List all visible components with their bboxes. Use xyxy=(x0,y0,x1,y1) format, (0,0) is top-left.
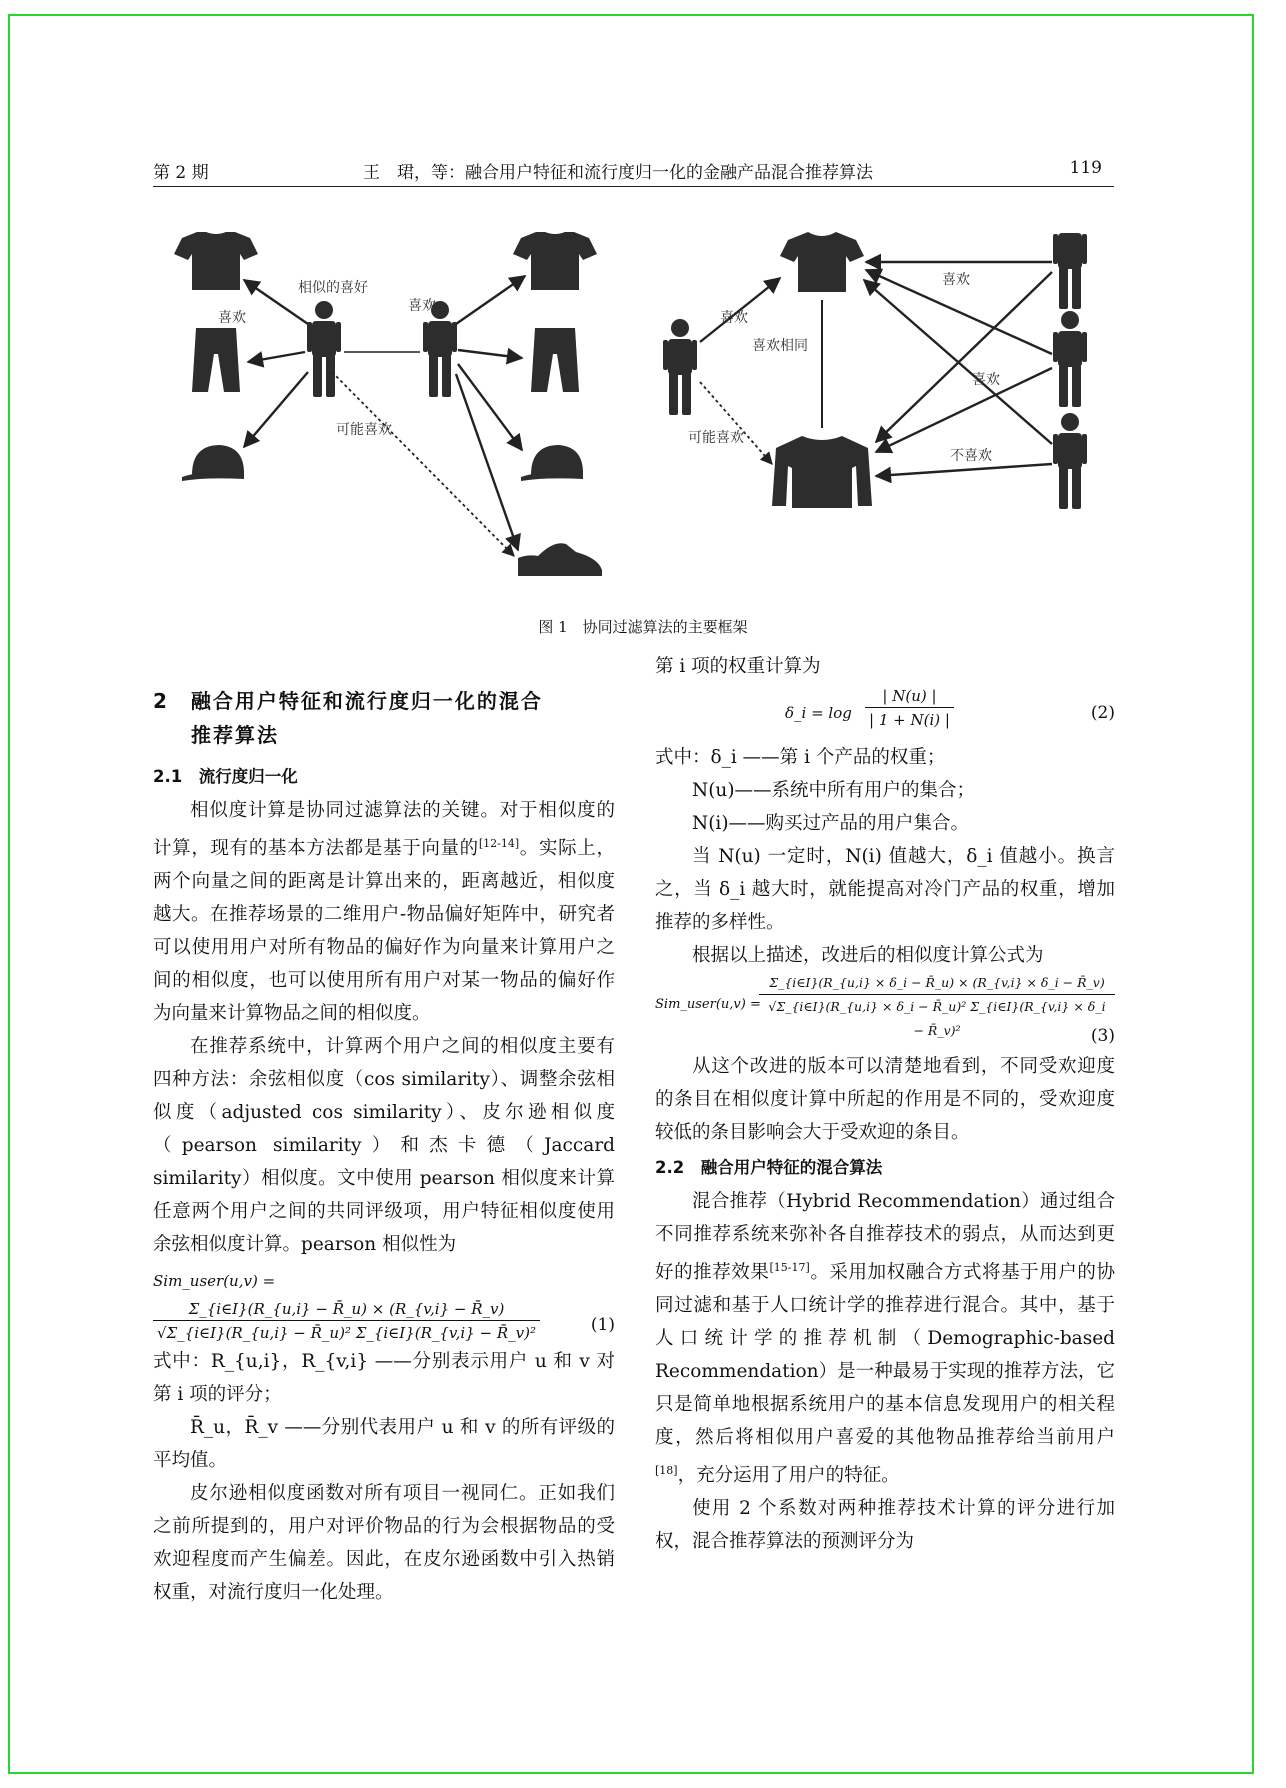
sweater-icon xyxy=(772,436,872,508)
shoe-icon xyxy=(518,543,602,576)
fig-label: 相似的喜好 xyxy=(298,280,368,296)
cap-icon xyxy=(182,445,244,481)
equation-lhs: Sim_user(u,v) = xyxy=(153,1272,276,1291)
definition: 式中：R_{u,i}，R_{v,i} ——分别表示用户 u 和 v 对第 i 项的评分； xyxy=(153,1351,615,1406)
definitions xyxy=(655,741,1115,840)
user-icon xyxy=(1053,232,1087,309)
paragraph: 当 N(u) 一定时，N(i) 值越大，δ_i 值越小。换言之，当 δ_i 越大时，就能提高对冷门产品的权重，增加推荐的多样性。 xyxy=(655,846,1115,933)
equation-3 xyxy=(655,972,1115,1046)
equation-numerator: | N(u) | xyxy=(865,685,954,708)
equation-number: (2) xyxy=(1090,703,1115,723)
equation-fraction xyxy=(759,972,1115,1043)
page-number: 119 xyxy=(1069,158,1102,178)
paragraph: 使用 2 个系数对两种推荐技术计算的评分进行加权，混合推荐算法的预测评分为 xyxy=(655,1498,1115,1553)
cap-icon xyxy=(521,445,583,481)
left-panel xyxy=(174,232,602,576)
citation: [15-17] xyxy=(769,1261,810,1274)
fig-label: 喜欢 xyxy=(218,310,246,326)
fig-label: 喜欢 xyxy=(720,310,748,326)
section-heading-line: 推荐算法 xyxy=(191,723,279,747)
paragraph xyxy=(655,1185,1115,1492)
fig-label: 喜欢 xyxy=(942,272,970,288)
tshirt-icon xyxy=(780,232,864,292)
section-heading-line: 2 融合用户特征和流行度归一化的混合 xyxy=(153,689,543,713)
paragraph xyxy=(153,794,615,1030)
text: 。采用加权融合方式将基于用户的协同过滤和基于人口统计学的推荐进行混合。其中，基于人口统计学的推荐机制（Demographic-based Recommendation）是一种最易于实现的推荐方法，它只是简单地根据系统用户的基本信息发现用户的相关程度，然后将相似用户喜爱的其他物品推荐给当前用户 xyxy=(655,1262,1115,1449)
user-b-icon xyxy=(423,301,457,397)
citation: [12-14] xyxy=(478,837,520,850)
pants-icon xyxy=(192,328,240,392)
target-user-icon xyxy=(663,319,697,415)
definition: N(u)——系统中所有用户的集合； xyxy=(692,780,976,801)
equation-2 xyxy=(655,683,1115,741)
fig-label: 喜欢相同 xyxy=(752,338,808,354)
left-column xyxy=(153,676,615,1609)
equation-numerator: Σ_{i∈I}(R_{u,i} − R̄_u) × (R_{v,i} − R̄_v) xyxy=(153,1298,540,1321)
right-column xyxy=(655,650,1115,1558)
text: ，充分运用了用户的特征。 xyxy=(677,1465,900,1487)
tshirt-icon xyxy=(513,232,597,290)
user-a-icon xyxy=(307,301,341,397)
definitions xyxy=(153,1345,615,1477)
paragraph: 根据以上描述，改进后的相似度计算公式为 xyxy=(692,945,1044,966)
paragraph: 从这个改进的版本可以清楚地看到，不同受欢迎度的条目在相似度计算中所起的作用是不同的，受欢迎度较低的条目影响会大于受欢迎的条目。 xyxy=(655,1056,1115,1143)
paragraph: 在推荐系统中，计算两个用户之间的相似度主要有四种方法：余弦相似度（cos similarity）、调整余弦相似度（adjusted cos similarity）、皮尔逊相似度（pearson similarity）和杰卡德（Jaccard similarity）相似度。文中使用 pearson 相似度来计算任意两个用户之间的共同评级项，用户特征相似度使用余弦相似度计算。pearson 相似性为 xyxy=(153,1036,615,1256)
equation-1 xyxy=(153,1265,615,1343)
paragraph: 皮尔逊相似度函数对所有项目一视同仁。正如我们之前所提到的，用户对评价物品的行为会根据物品的受欢迎程度而产生偏差。因此，在皮尔逊函数中引入热销权重，对流行度归一化处理。 xyxy=(153,1483,615,1604)
fig-label: 可能喜欢 xyxy=(336,422,392,438)
equation-numerator: Σ_{i∈I}(R_{u,i} × δ_i − R̄_u) × (R_{v,i} × δ_i − R̄_v) xyxy=(759,972,1115,995)
citation: [18] xyxy=(655,1464,678,1478)
equation-fraction xyxy=(153,1298,540,1345)
figure-1-collaborative-filtering xyxy=(160,232,1120,602)
equation-number: (1) xyxy=(590,1315,615,1336)
text: 相似度计算是协同过滤算法的关键。对于相似度的计算，现有的基本方法都是基于向量的 xyxy=(153,800,615,860)
equation-denominator: √Σ_{i∈I}(R_{u,i} − R̄_u)² Σ_{i∈I}(R_{v,i} − R̄_v)² xyxy=(157,1324,536,1343)
fig-label: 喜欢 xyxy=(408,298,436,314)
section-heading xyxy=(153,684,615,752)
subsection-heading: 2.1 流行度归一化 xyxy=(153,767,298,786)
equation-number: (3) xyxy=(1090,1026,1115,1046)
user-icon xyxy=(1053,413,1087,509)
running-title: 王 珺，等：融合用户特征和流行度归一化的金融产品混合推荐算法 xyxy=(363,163,873,183)
user-icon xyxy=(1053,311,1087,407)
figure-caption: 图 1 协同过滤算法的主要框架 xyxy=(538,618,748,636)
definition: R̄_u，R̄_v ——分别代表用户 u 和 v 的所有评级的平均值。 xyxy=(153,1417,615,1472)
fig-label: 喜欢 xyxy=(972,372,1000,388)
definition: 式中：δ_i ——第 i 个产品的权重； xyxy=(655,747,946,768)
equation-lhs: Sim_user(u,v) = xyxy=(655,997,761,1012)
paragraph: 第 i 项的权重计算为 xyxy=(655,656,821,677)
running-header xyxy=(153,158,1114,187)
subsection-heading: 2.2 融合用户特征的混合算法 xyxy=(655,1158,883,1177)
equation-denominator: √Σ_{i∈I}(R_{u,i} × δ_i − R̄_u)² Σ_{i∈I}(R_{v,i} × δ_i − R̄_v)² xyxy=(768,999,1106,1038)
pants-icon xyxy=(531,328,579,392)
fig-label: 可能喜欢 xyxy=(688,430,744,446)
equation-fraction xyxy=(865,685,954,732)
equation-denominator: | 1 + N(i) | xyxy=(869,711,950,729)
equation-lhs: δ_i = log xyxy=(785,704,852,722)
text: 。实际上，两个向量之间的距离是计算出来的，距离越近，相似度越大。在推荐场景的二维用户-物品偏好矩阵中，研究者可以使用用户对所有物品的偏好作为向量来计算用户之间的相似度，也可以使用所有用户对某一物品的偏好作为向量来计算物品之间的相似度。 xyxy=(153,838,615,1025)
issue-number: 第 2 期 xyxy=(153,163,209,183)
text: 混合推荐（Hybrid Recommendation）通过组合不同推荐系统来弥补各自推荐技术的弱点，从而达到更好的推荐效果 xyxy=(655,1191,1115,1284)
fig-label: 不喜欢 xyxy=(950,448,992,464)
definition: N(i)——购买过产品的用户集合。 xyxy=(692,813,970,834)
